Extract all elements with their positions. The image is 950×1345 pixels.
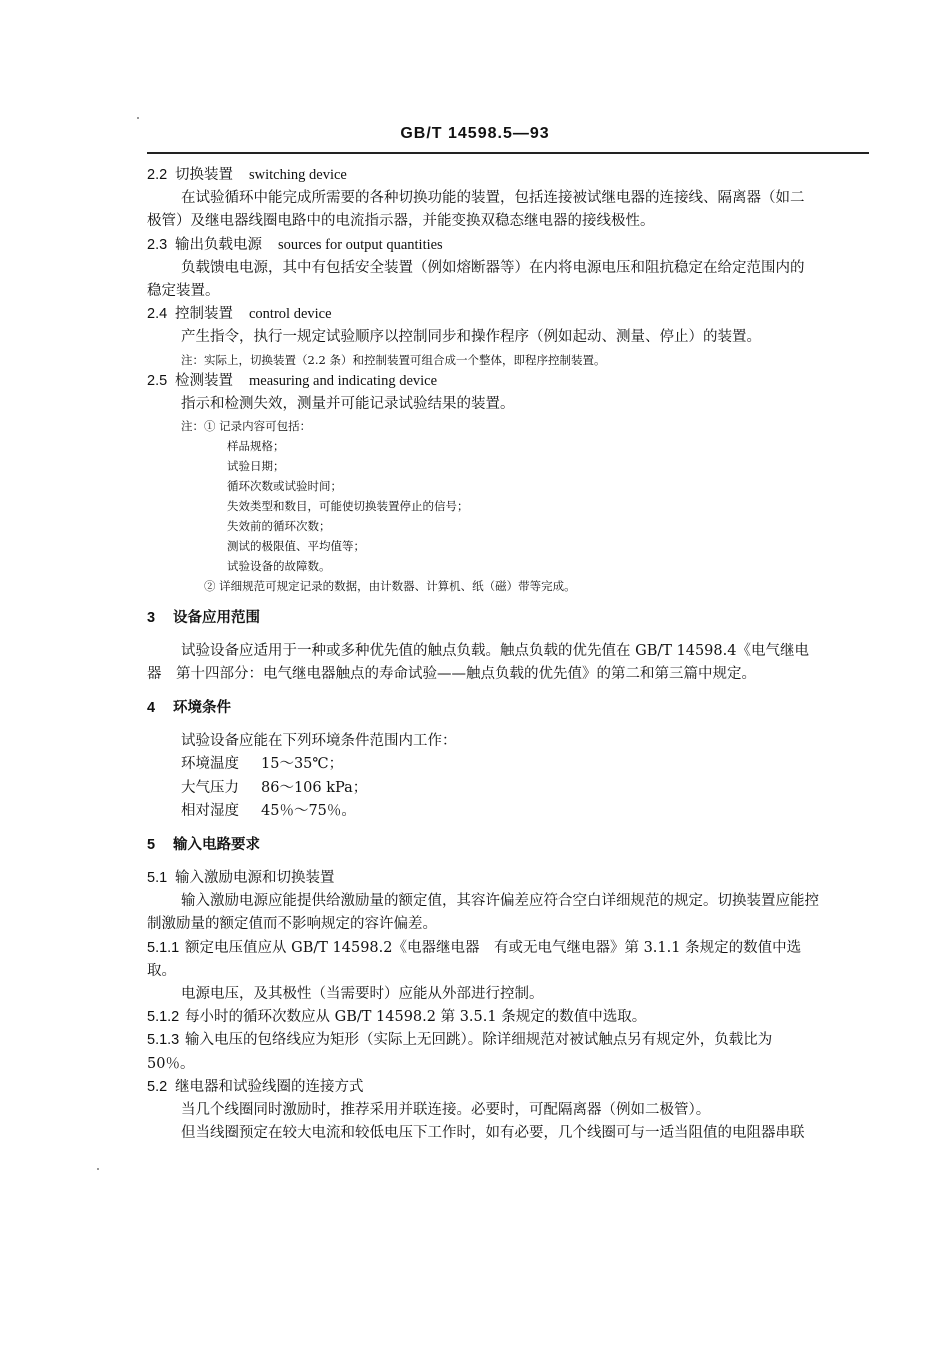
clause-english-title: measuring and indicating device — [249, 372, 438, 389]
note-line: 失效前的循环次数； — [227, 518, 331, 533]
clause-english-title: control device — [249, 306, 332, 323]
paragraph-line: 在试验循环中能完成所需要的各种切换功能的装置，包括连接被试继电器的连接线、隔离器（如二 — [181, 190, 805, 207]
clause-english-title: switching device — [249, 167, 347, 183]
clause-number: 5.1.3 — [147, 1032, 180, 1049]
condition-name: 大气压力 — [181, 779, 239, 796]
note-line: 注：实际上，切换装置（2.2 条）和控制装置可组合成一个整体，即程序控制装置。 — [181, 352, 606, 367]
paragraph-line: 当几个线圈同时激励时，推荐采用并联连接。必要时，可配隔离器（例如二极管）。 — [181, 1101, 711, 1118]
environment-condition — [147, 800, 869, 823]
note-line: 失效类型和数目，可能使切换装置停止的信号； — [227, 498, 469, 513]
section-number: 5 — [147, 837, 156, 853]
paragraph-line: 电源电压，及其极性（当需要时）应能从外部进行控制。 — [181, 985, 544, 1002]
clause-number: 2.5 — [147, 372, 168, 389]
note-line: 样品规格； — [227, 438, 285, 453]
paragraph-line: 试验设备应适用于一种或多种优先值的触点负载。触点负载的优先值在 GB/T 14598.4《电气继电 — [181, 642, 809, 659]
paragraph-line: 产生指令，执行一规定试验顺序以控制同步和操作程序（例如起动、测量、停止）的装置。 — [181, 329, 761, 346]
paragraph-line: 负载馈电电源，其中有包括安全装置（例如熔断器等）在内将电源电压和阻抗稳定在给定范围内的 — [181, 259, 805, 276]
clause-heading — [147, 234, 869, 257]
clause-number: 5.1 — [147, 870, 168, 886]
page-header: GB/T 14598.5—93 — [400, 125, 550, 142]
paragraph-line: 输入激励电源应能提供给激励量的额定值，其容许偏差应符合空白详细规范的规定。切换装置应能控 — [181, 893, 819, 910]
section-title: 输入电路要求 — [173, 836, 260, 853]
note-line: 试验日期； — [227, 458, 285, 473]
clause-heading — [147, 1029, 869, 1052]
clause-number: 2.3 — [147, 236, 168, 253]
clause-number: 5.2 — [147, 1078, 168, 1095]
section-number: 3 — [147, 609, 156, 626]
clause-title: 每小时的循环次数应从 GB/T 14598.2 第 3.5.1 条规定的数值中选取。 — [185, 1009, 647, 1026]
clause-heading — [147, 867, 869, 890]
note-line: 试验设备的故障数。 — [227, 558, 331, 573]
condition-name: 环境温度 — [181, 756, 239, 773]
clause-number: 2.2 — [147, 167, 168, 183]
paragraph-line: 取。 — [147, 962, 176, 979]
clause-title: 切换装置 — [175, 167, 233, 183]
condition-value: 15～35℃； — [261, 756, 344, 773]
clause-heading — [147, 937, 869, 960]
clause-number: 2.4 — [147, 306, 168, 323]
paragraph-line: 但当线圈预定在较大电流和较低电压下工作时，如有必要，几个线圈可与一适当阻值的电阻器串联 — [181, 1125, 805, 1142]
paragraph-line: 器 第十四部分：电气继电器触点的寿命试验——触点负载的优先值》的第二和第三篇中规定。 — [147, 666, 756, 683]
environment-condition — [147, 753, 869, 776]
condition-name: 相对湿度 — [181, 802, 239, 819]
header-rule — [147, 152, 869, 154]
section-title: 环境条件 — [173, 699, 231, 717]
clause-heading — [147, 1076, 869, 1099]
clause-title: 输入电压的包络线应为矩形（实际上无回跳）。除详细规范对被试触点另有规定外，负载比为 — [185, 1032, 773, 1049]
paragraph-line: 50％。 — [147, 1055, 195, 1072]
paragraph-line: 稳定装置。 — [147, 282, 220, 299]
clause-number: 5.1.2 — [147, 1009, 180, 1026]
clause-title: 继电器和试验线圈的连接方式 — [175, 1078, 364, 1095]
note-line: 测试的极限值、平均值等； — [227, 538, 365, 553]
section-heading — [147, 833, 869, 857]
section-title: 设备应用范围 — [173, 608, 260, 626]
clause-heading — [147, 164, 869, 187]
paragraph-line: 指示和检测失效，测量并可能记录试验结果的装置。 — [181, 395, 515, 412]
clause-title: 控制装置 — [175, 306, 233, 323]
condition-value: 45％～75％。 — [261, 802, 356, 819]
clause-english-title: sources for output quantities — [278, 236, 443, 253]
document-body — [147, 164, 869, 1145]
clause-heading — [147, 370, 869, 393]
paragraph-line: 极管）及继电器线圈电路中的电流指示器，并能变换双稳态继电器的接线极性。 — [147, 213, 655, 230]
scan-speck — [97, 1168, 99, 1170]
section-heading — [147, 696, 869, 720]
condition-value: 86～106 kPa； — [261, 779, 368, 796]
note-line: ② 详细规范可规定记录的数据，由计数器、计算机、纸（磁）带等完成。 — [204, 578, 576, 593]
clause-heading — [147, 1006, 869, 1029]
scan-speck — [137, 117, 139, 119]
clause-heading — [147, 303, 869, 326]
environment-condition — [147, 777, 869, 800]
paragraph-line: 制激励量的额定值而不影响规定的容许偏差。 — [147, 916, 437, 933]
clause-number: 5.1.1 — [147, 939, 180, 956]
note-line: 注：① 记录内容可包括： — [181, 418, 312, 433]
clause-title: 输入激励电源和切换装置 — [175, 870, 335, 886]
paragraph-line: 试验设备应能在下列环境条件范围内工作： — [181, 733, 457, 750]
section-heading — [147, 606, 869, 630]
note-line: 循环次数或试验时间； — [227, 478, 342, 493]
clause-title: 输出负载电源 — [175, 236, 262, 253]
section-number: 4 — [147, 700, 156, 717]
clause-title: 检测装置 — [175, 372, 233, 389]
clause-title: 额定电压值应从 GB/T 14598.2《电器继电器 有或无电气继电器》第 3.1.1 条规定的数值中选 — [185, 939, 802, 956]
